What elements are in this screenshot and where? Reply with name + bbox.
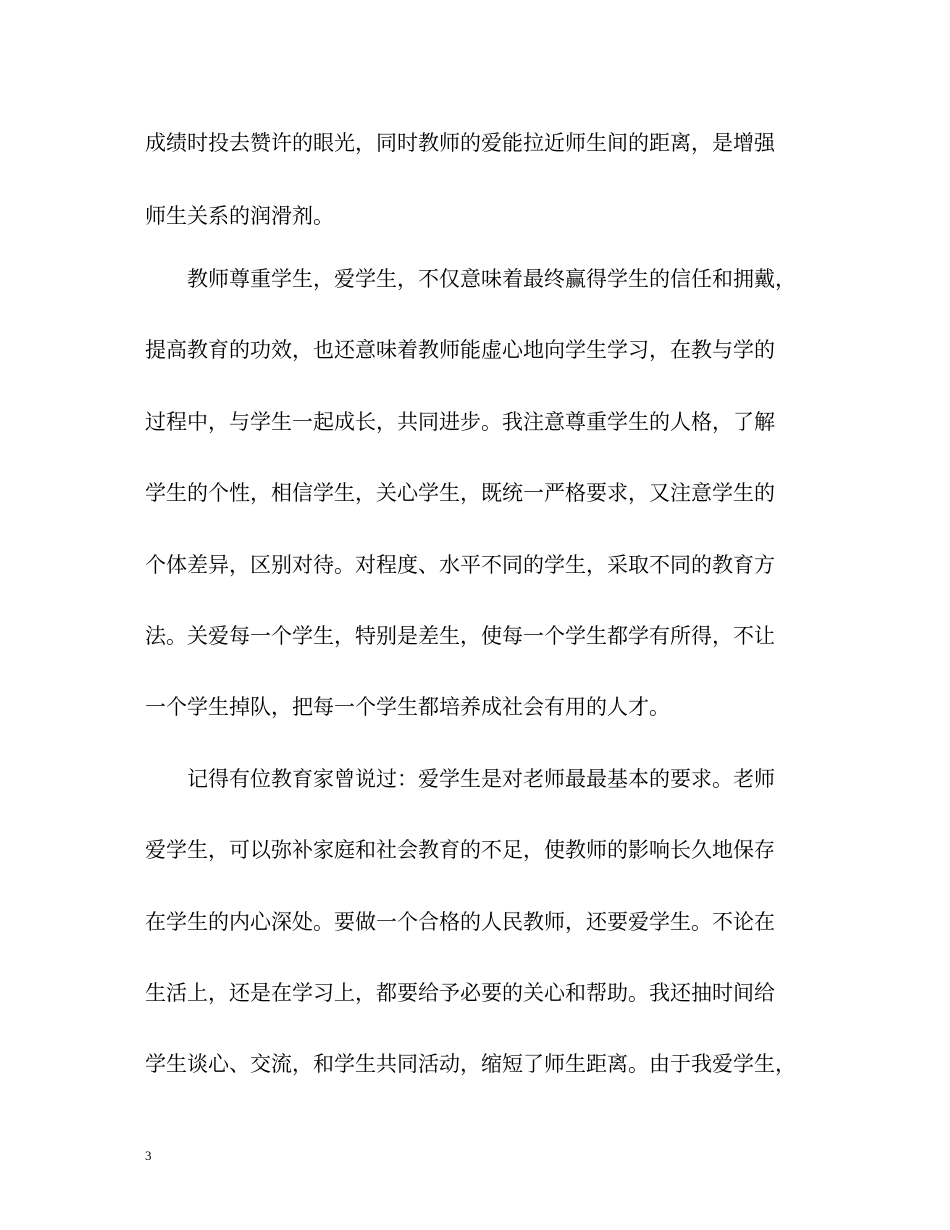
text-line: 学生谈心、交流，和学生共同活动，缩短了师生距离。由于我爱学生， <box>145 1052 796 1076</box>
text-line: 爱学生，可以弥补家庭和社会教育的不足，使教师的影响长久地保存 <box>145 838 775 862</box>
page-number: 3 <box>145 1148 152 1163</box>
text-line: 提高教育的功效，也还意味着教师能虚心地向学生学习，在教与学的 <box>145 338 775 362</box>
text-line: 一个学生掉队，把每一个学生都培养成社会有用的人才。 <box>145 695 670 719</box>
text-line: 教师尊重学生，爱学生，不仅意味着最终赢得学生的信任和拥戴， <box>187 267 796 291</box>
text-line: 个体差异，区别对待。对程度、水平不同的学生，采取不同的教育方 <box>145 553 775 577</box>
text-line: 法。关爱每一个学生，特别是差生，使每一个学生都学有所得，不让 <box>145 624 775 648</box>
text-line: 学生的个性，相信学生，关心学生，既统一严格要求，又注意学生的 <box>145 481 775 505</box>
text-line: 成绩时投去赞许的眼光，同时教师的爱能拉近师生间的距离，是增强 <box>145 131 775 155</box>
text-line: 在学生的内心深处。要做一个合格的人民教师，还要爱学生。不论在 <box>145 910 775 934</box>
text-line: 师生关系的润滑剂。 <box>145 204 334 228</box>
text-line: 生活上，还是在学习上，都要给予必要的关心和帮助。我还抽时间给 <box>145 981 775 1005</box>
text-line: 过程中，与学生一起成长，共同进步。我注意尊重学生的人格，了解 <box>145 410 775 434</box>
text-line: 记得有位教育家曾说过：爱学生是对老师最最基本的要求。老师 <box>187 767 775 791</box>
